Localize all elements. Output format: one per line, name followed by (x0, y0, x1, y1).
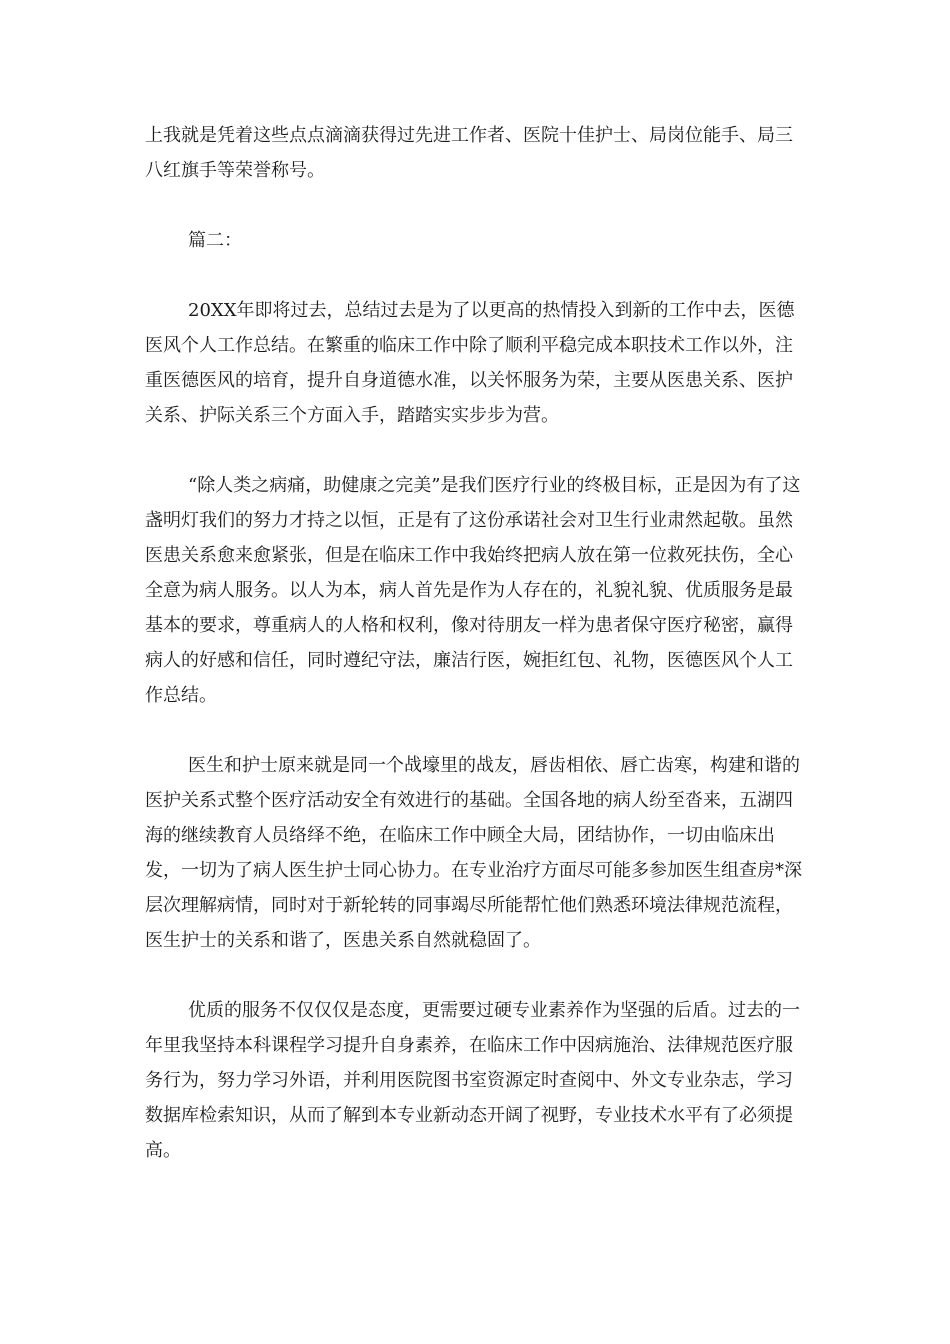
paragraph: 优质的服务不仅仅仅是态度，更需要过硬专业素养作为坚强的后盾。过去的一年里我坚持本科课程学习提升自身素养，在临床工作中因病施治、法律规范医疗服务行为，努力学习外语，并利用医院图书室资源定时查阅中、外文专业杂志，学习数据库检索知识，从而了解到本专业新动态开阔了视野，专业技术水平有了必须提高。 (145, 1000, 800, 1161)
paragraph: 医生和护士原来就是同一个战壕里的战友，唇齿相依、唇亡齿寒，构建和谐的医护关系式整个医疗活动安全有效进行的基础。全国各地的病人纷至沓来，五湖四海的继续教育人员络绎不绝，在临床工作中顾全大局，团结协作，一切由临床出发，一切为了病人医生护士同心协力。在专业治疗方面尽可能多参加医生组查房*深层次理解病情，同时对于新轮转的同事竭尽所能帮忙他们熟悉环境法律规范流程，医生护士的关系和谐了，医患关系自然就稳固了。 (145, 755, 802, 951)
paragraph-continuation: 上我就是凭着这些点点滴滴获得过先进工作者、医院十佳护士、局岗位能手、局三八红旗手等荣誉称号。 (145, 125, 793, 181)
document-body (145, 118, 805, 1203)
paragraph: 20XX年即将过去，总结过去是为了以更高的热情投入到新的工作中去，医德医风个人工作总结。在繁重的临床工作中除了顺利平稳完成本职技术工作以外，注重医德医风的培育，提升自身道德水准，以关怀服务为荣，主要从医患关系、医护关系、护际关系三个方面入手，踏踏实实步步为营。 (145, 300, 795, 426)
paragraph: “除人类之病痛，助健康之完美”是我们医疗行业的终极目标，正是因为有了这盏明灯我们的努力才持之以恒，正是有了这份承诺社会对卫生行业肃然起敬。虽然医患关系愈来愈紧张，但是在临床工作中我始终把病人放在第一位救死扶伤，全心全意为病人服务。以人为本，病人首先是作为人存在的，礼貌礼貌、优质服务是最基本的要求，尊重病人的人格和权利，像对待朋友一样为患者保守医疗秘密，赢得病人的好感和信任，同时遵纪守法，廉洁行医，婉拒红包、礼物，医德医风个人工作总结。 (145, 475, 801, 706)
section-heading: 篇二： (188, 230, 242, 251)
